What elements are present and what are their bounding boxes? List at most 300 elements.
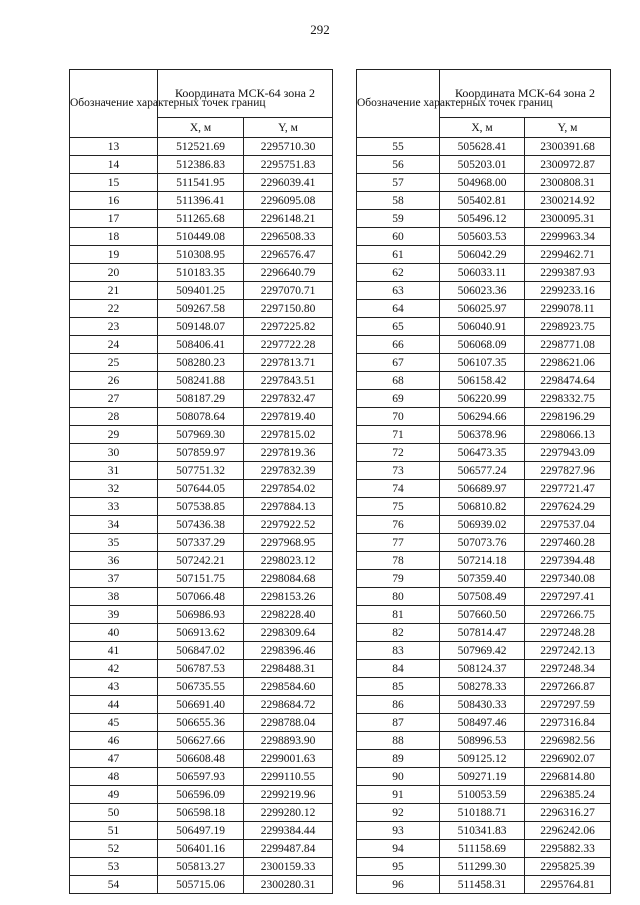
table-row bbox=[70, 300, 333, 318]
x-coordinate-cell: 507508.49 bbox=[440, 588, 525, 606]
y-coordinate-cell: 2297922.52 bbox=[244, 516, 333, 534]
x-coordinate-cell: 506939.02 bbox=[440, 516, 525, 534]
x-column-header: X, м bbox=[158, 118, 244, 138]
table-row bbox=[357, 480, 611, 498]
point-column-header: Обозначение характерных точек границ bbox=[357, 70, 440, 138]
x-coordinate-cell: 507066.48 bbox=[158, 588, 244, 606]
x-coordinate-cell: 505628.41 bbox=[440, 138, 525, 156]
y-coordinate-cell: 2298621.06 bbox=[525, 354, 611, 372]
x-coordinate-cell: 510188.71 bbox=[440, 804, 525, 822]
x-coordinate-cell: 510183.35 bbox=[158, 264, 244, 282]
x-coordinate-cell: 504968.00 bbox=[440, 174, 525, 192]
table-row bbox=[357, 624, 611, 642]
point-number-cell: 70 bbox=[357, 408, 440, 426]
x-coordinate-cell: 505496.12 bbox=[440, 210, 525, 228]
point-number-cell: 72 bbox=[357, 444, 440, 462]
x-coordinate-cell: 506608.48 bbox=[158, 750, 244, 768]
y-coordinate-cell: 2297968.95 bbox=[244, 534, 333, 552]
y-coordinate-cell: 2298474.64 bbox=[525, 372, 611, 390]
point-number-cell: 61 bbox=[357, 246, 440, 264]
x-coordinate-cell: 505402.81 bbox=[440, 192, 525, 210]
y-coordinate-cell: 2296814.80 bbox=[525, 768, 611, 786]
point-number-cell: 66 bbox=[357, 336, 440, 354]
x-coordinate-cell: 508241.88 bbox=[158, 372, 244, 390]
point-number-cell: 55 bbox=[357, 138, 440, 156]
table-row bbox=[70, 678, 333, 696]
table-row bbox=[70, 354, 333, 372]
table-row bbox=[70, 750, 333, 768]
y-coordinate-cell: 2299387.93 bbox=[525, 264, 611, 282]
y-coordinate-cell: 2298153.26 bbox=[244, 588, 333, 606]
x-coordinate-cell: 505203.01 bbox=[440, 156, 525, 174]
point-number-cell: 83 bbox=[357, 642, 440, 660]
y-coordinate-cell: 2299280.12 bbox=[244, 804, 333, 822]
point-number-cell: 89 bbox=[357, 750, 440, 768]
point-number-cell: 84 bbox=[357, 660, 440, 678]
point-number-cell: 21 bbox=[70, 282, 158, 300]
y-coordinate-cell: 2299487.84 bbox=[244, 840, 333, 858]
point-number-cell: 73 bbox=[357, 462, 440, 480]
point-number-cell: 50 bbox=[70, 804, 158, 822]
table-body-right bbox=[357, 138, 611, 894]
y-coordinate-cell: 2297266.87 bbox=[525, 678, 611, 696]
y-coordinate-cell: 2300214.92 bbox=[525, 192, 611, 210]
point-number-cell: 76 bbox=[357, 516, 440, 534]
y-coordinate-cell: 2296095.08 bbox=[244, 192, 333, 210]
table-row bbox=[357, 192, 611, 210]
table-row bbox=[70, 696, 333, 714]
table-row bbox=[357, 426, 611, 444]
table-row bbox=[70, 588, 333, 606]
table-row bbox=[70, 570, 333, 588]
y-coordinate-cell: 2297819.40 bbox=[244, 408, 333, 426]
table-row bbox=[70, 156, 333, 174]
point-number-cell: 46 bbox=[70, 732, 158, 750]
x-coordinate-cell: 506220.99 bbox=[440, 390, 525, 408]
x-column-header: X, м bbox=[440, 118, 525, 138]
y-coordinate-cell: 2297340.08 bbox=[525, 570, 611, 588]
point-number-cell: 25 bbox=[70, 354, 158, 372]
y-coordinate-cell: 2295710.30 bbox=[244, 138, 333, 156]
y-coordinate-cell: 2298332.75 bbox=[525, 390, 611, 408]
y-coordinate-cell: 2300391.68 bbox=[525, 138, 611, 156]
y-coordinate-cell: 2298771.08 bbox=[525, 336, 611, 354]
point-number-cell: 87 bbox=[357, 714, 440, 732]
y-coordinate-cell: 2298488.31 bbox=[244, 660, 333, 678]
point-number-cell: 81 bbox=[357, 606, 440, 624]
y-coordinate-cell: 2297248.28 bbox=[525, 624, 611, 642]
x-coordinate-cell: 509125.12 bbox=[440, 750, 525, 768]
x-coordinate-cell: 506068.09 bbox=[440, 336, 525, 354]
table-row bbox=[70, 786, 333, 804]
point-number-cell: 88 bbox=[357, 732, 440, 750]
x-coordinate-cell: 507436.38 bbox=[158, 516, 244, 534]
table-row bbox=[357, 318, 611, 336]
x-coordinate-cell: 506158.42 bbox=[440, 372, 525, 390]
x-coordinate-cell: 509267.58 bbox=[158, 300, 244, 318]
table-row bbox=[70, 498, 333, 516]
x-coordinate-cell: 506025.97 bbox=[440, 300, 525, 318]
y-coordinate-cell: 2296148.21 bbox=[244, 210, 333, 228]
point-number-cell: 41 bbox=[70, 642, 158, 660]
table-row bbox=[70, 174, 333, 192]
table-row bbox=[357, 570, 611, 588]
x-coordinate-cell: 508124.37 bbox=[440, 660, 525, 678]
x-coordinate-cell: 506577.24 bbox=[440, 462, 525, 480]
x-coordinate-cell: 507359.40 bbox=[440, 570, 525, 588]
point-number-cell: 82 bbox=[357, 624, 440, 642]
y-coordinate-cell: 2297297.59 bbox=[525, 696, 611, 714]
point-number-cell: 16 bbox=[70, 192, 158, 210]
y-coordinate-cell: 2300808.31 bbox=[525, 174, 611, 192]
y-coordinate-cell: 2297248.34 bbox=[525, 660, 611, 678]
y-coordinate-cell: 2297266.75 bbox=[525, 606, 611, 624]
point-number-cell: 95 bbox=[357, 858, 440, 876]
table-row bbox=[357, 282, 611, 300]
x-coordinate-cell: 506689.97 bbox=[440, 480, 525, 498]
point-number-cell: 24 bbox=[70, 336, 158, 354]
x-coordinate-cell: 506040.91 bbox=[440, 318, 525, 336]
point-number-cell: 53 bbox=[70, 858, 158, 876]
x-coordinate-cell: 507859.97 bbox=[158, 444, 244, 462]
y-coordinate-cell: 2299462.71 bbox=[525, 246, 611, 264]
table-row bbox=[70, 660, 333, 678]
x-coordinate-cell: 506023.36 bbox=[440, 282, 525, 300]
point-number-cell: 32 bbox=[70, 480, 158, 498]
table-row bbox=[357, 678, 611, 696]
y-coordinate-cell: 2296316.27 bbox=[525, 804, 611, 822]
table-row bbox=[357, 462, 611, 480]
point-number-cell: 29 bbox=[70, 426, 158, 444]
table-row bbox=[357, 498, 611, 516]
y-coordinate-cell: 2297721.47 bbox=[525, 480, 611, 498]
y-coordinate-cell: 2297722.28 bbox=[244, 336, 333, 354]
x-coordinate-cell: 508996.53 bbox=[440, 732, 525, 750]
table-row bbox=[70, 228, 333, 246]
point-number-cell: 48 bbox=[70, 768, 158, 786]
point-number-cell: 13 bbox=[70, 138, 158, 156]
table-row bbox=[357, 804, 611, 822]
coordinates-table-left bbox=[69, 69, 333, 894]
y-coordinate-cell: 2297394.48 bbox=[525, 552, 611, 570]
point-number-cell: 90 bbox=[357, 768, 440, 786]
table-row bbox=[357, 822, 611, 840]
table-row bbox=[70, 480, 333, 498]
y-coordinate-cell: 2298584.60 bbox=[244, 678, 333, 696]
point-number-cell: 42 bbox=[70, 660, 158, 678]
x-coordinate-cell: 507151.75 bbox=[158, 570, 244, 588]
point-number-cell: 52 bbox=[70, 840, 158, 858]
point-number-cell: 36 bbox=[70, 552, 158, 570]
table-row bbox=[70, 732, 333, 750]
point-number-cell: 69 bbox=[357, 390, 440, 408]
table-row bbox=[357, 354, 611, 372]
y-coordinate-cell: 2295751.83 bbox=[244, 156, 333, 174]
x-coordinate-cell: 505603.53 bbox=[440, 228, 525, 246]
x-coordinate-cell: 511458.31 bbox=[440, 876, 525, 894]
point-number-cell: 91 bbox=[357, 786, 440, 804]
table-row bbox=[70, 858, 333, 876]
point-number-cell: 40 bbox=[70, 624, 158, 642]
table-row bbox=[70, 714, 333, 732]
point-number-cell: 64 bbox=[357, 300, 440, 318]
y-coordinate-cell: 2297832.39 bbox=[244, 462, 333, 480]
table-row bbox=[70, 246, 333, 264]
x-coordinate-cell: 508078.64 bbox=[158, 408, 244, 426]
y-column-header: Y, м bbox=[525, 118, 611, 138]
table-row bbox=[357, 390, 611, 408]
table-row bbox=[357, 246, 611, 264]
y-coordinate-cell: 2298228.40 bbox=[244, 606, 333, 624]
table-row bbox=[70, 840, 333, 858]
point-number-cell: 28 bbox=[70, 408, 158, 426]
y-coordinate-cell: 2297843.51 bbox=[244, 372, 333, 390]
point-number-cell: 78 bbox=[357, 552, 440, 570]
x-coordinate-cell: 507969.30 bbox=[158, 426, 244, 444]
x-coordinate-cell: 507751.32 bbox=[158, 462, 244, 480]
point-number-cell: 51 bbox=[70, 822, 158, 840]
y-coordinate-cell: 2297943.09 bbox=[525, 444, 611, 462]
y-coordinate-cell: 2297537.04 bbox=[525, 516, 611, 534]
x-coordinate-cell: 507660.50 bbox=[440, 606, 525, 624]
point-number-cell: 19 bbox=[70, 246, 158, 264]
x-coordinate-cell: 506986.93 bbox=[158, 606, 244, 624]
y-coordinate-cell: 2297854.02 bbox=[244, 480, 333, 498]
point-number-cell: 60 bbox=[357, 228, 440, 246]
table-row bbox=[70, 444, 333, 462]
y-coordinate-cell: 2297150.80 bbox=[244, 300, 333, 318]
x-coordinate-cell: 512386.83 bbox=[158, 156, 244, 174]
table-row bbox=[357, 552, 611, 570]
point-number-cell: 56 bbox=[357, 156, 440, 174]
table-row bbox=[70, 876, 333, 894]
y-coordinate-cell: 2298084.68 bbox=[244, 570, 333, 588]
y-coordinate-cell: 2295825.39 bbox=[525, 858, 611, 876]
x-coordinate-cell: 507073.76 bbox=[440, 534, 525, 552]
y-coordinate-cell: 2298023.12 bbox=[244, 552, 333, 570]
y-coordinate-cell: 2299078.11 bbox=[525, 300, 611, 318]
y-coordinate-cell: 2296039.41 bbox=[244, 174, 333, 192]
point-number-cell: 92 bbox=[357, 804, 440, 822]
point-number-cell: 14 bbox=[70, 156, 158, 174]
table-row bbox=[70, 372, 333, 390]
point-number-cell: 94 bbox=[357, 840, 440, 858]
table-body-left bbox=[70, 138, 333, 894]
table-row bbox=[357, 660, 611, 678]
point-number-cell: 20 bbox=[70, 264, 158, 282]
x-coordinate-cell: 509271.19 bbox=[440, 768, 525, 786]
y-coordinate-cell: 2295764.81 bbox=[525, 876, 611, 894]
x-coordinate-cell: 507814.47 bbox=[440, 624, 525, 642]
point-number-cell: 33 bbox=[70, 498, 158, 516]
page-number: 292 bbox=[310, 22, 330, 37]
x-coordinate-cell: 508497.46 bbox=[440, 714, 525, 732]
x-coordinate-cell: 507214.18 bbox=[440, 552, 525, 570]
y-coordinate-cell: 2298788.04 bbox=[244, 714, 333, 732]
x-coordinate-cell: 508280.23 bbox=[158, 354, 244, 372]
table-row bbox=[357, 516, 611, 534]
table-row bbox=[70, 642, 333, 660]
table-row bbox=[357, 174, 611, 192]
point-number-cell: 23 bbox=[70, 318, 158, 336]
table-row bbox=[357, 372, 611, 390]
table-row bbox=[70, 534, 333, 552]
table-row bbox=[70, 516, 333, 534]
y-coordinate-cell: 2298309.64 bbox=[244, 624, 333, 642]
x-coordinate-cell: 506847.02 bbox=[158, 642, 244, 660]
point-number-cell: 80 bbox=[357, 588, 440, 606]
point-number-cell: 63 bbox=[357, 282, 440, 300]
y-coordinate-cell: 2299110.55 bbox=[244, 768, 333, 786]
point-number-cell: 58 bbox=[357, 192, 440, 210]
table-row bbox=[70, 624, 333, 642]
point-number-cell: 47 bbox=[70, 750, 158, 768]
table-row bbox=[357, 444, 611, 462]
point-number-cell: 31 bbox=[70, 462, 158, 480]
y-coordinate-cell: 2299963.34 bbox=[525, 228, 611, 246]
x-coordinate-cell: 510053.59 bbox=[440, 786, 525, 804]
y-coordinate-cell: 2296902.07 bbox=[525, 750, 611, 768]
point-number-cell: 15 bbox=[70, 174, 158, 192]
x-coordinate-cell: 509148.07 bbox=[158, 318, 244, 336]
table-row bbox=[357, 786, 611, 804]
point-number-cell: 79 bbox=[357, 570, 440, 588]
point-number-cell: 77 bbox=[357, 534, 440, 552]
table-row bbox=[357, 210, 611, 228]
y-coordinate-cell: 2299219.96 bbox=[244, 786, 333, 804]
y-coordinate-cell: 2295882.33 bbox=[525, 840, 611, 858]
point-number-cell: 37 bbox=[70, 570, 158, 588]
table-row bbox=[70, 336, 333, 354]
table-row bbox=[357, 300, 611, 318]
x-coordinate-cell: 511158.69 bbox=[440, 840, 525, 858]
y-coordinate-cell: 2297832.47 bbox=[244, 390, 333, 408]
y-coordinate-cell: 2298196.29 bbox=[525, 408, 611, 426]
coordinate-group-header: Координата МСК-64 зона 2 bbox=[440, 70, 611, 118]
point-number-cell: 49 bbox=[70, 786, 158, 804]
x-coordinate-cell: 510308.95 bbox=[158, 246, 244, 264]
y-coordinate-cell: 2300972.87 bbox=[525, 156, 611, 174]
table-row bbox=[357, 264, 611, 282]
y-coordinate-cell: 2296640.79 bbox=[244, 264, 333, 282]
x-coordinate-cell: 508406.41 bbox=[158, 336, 244, 354]
table-row bbox=[70, 210, 333, 228]
point-number-cell: 68 bbox=[357, 372, 440, 390]
table-row bbox=[357, 714, 611, 732]
table-row bbox=[357, 876, 611, 894]
table-row bbox=[357, 642, 611, 660]
point-number-cell: 26 bbox=[70, 372, 158, 390]
table-row bbox=[70, 426, 333, 444]
x-coordinate-cell: 506378.96 bbox=[440, 426, 525, 444]
table-row bbox=[357, 588, 611, 606]
y-column-header: Y, м bbox=[244, 118, 333, 138]
table-row bbox=[70, 462, 333, 480]
table-row bbox=[357, 156, 611, 174]
y-coordinate-cell: 2297316.84 bbox=[525, 714, 611, 732]
y-coordinate-cell: 2297242.13 bbox=[525, 642, 611, 660]
y-coordinate-cell: 2300095.31 bbox=[525, 210, 611, 228]
table-row bbox=[70, 282, 333, 300]
table-row bbox=[70, 318, 333, 336]
point-number-cell: 22 bbox=[70, 300, 158, 318]
x-coordinate-cell: 511541.95 bbox=[158, 174, 244, 192]
y-coordinate-cell: 2299001.63 bbox=[244, 750, 333, 768]
point-number-cell: 27 bbox=[70, 390, 158, 408]
x-coordinate-cell: 505715.06 bbox=[158, 876, 244, 894]
y-coordinate-cell: 2297815.02 bbox=[244, 426, 333, 444]
point-number-cell: 34 bbox=[70, 516, 158, 534]
table-row bbox=[357, 606, 611, 624]
y-coordinate-cell: 2296576.47 bbox=[244, 246, 333, 264]
y-coordinate-cell: 2299233.16 bbox=[525, 282, 611, 300]
y-coordinate-cell: 2298923.75 bbox=[525, 318, 611, 336]
point-number-cell: 43 bbox=[70, 678, 158, 696]
point-number-cell: 38 bbox=[70, 588, 158, 606]
x-coordinate-cell: 511396.41 bbox=[158, 192, 244, 210]
point-number-cell: 62 bbox=[357, 264, 440, 282]
table-row bbox=[357, 858, 611, 876]
y-coordinate-cell: 2296242.06 bbox=[525, 822, 611, 840]
point-number-cell: 71 bbox=[357, 426, 440, 444]
table-row bbox=[70, 390, 333, 408]
table-row bbox=[70, 408, 333, 426]
point-number-cell: 44 bbox=[70, 696, 158, 714]
table-row bbox=[70, 192, 333, 210]
x-coordinate-cell: 507337.29 bbox=[158, 534, 244, 552]
x-coordinate-cell: 507242.21 bbox=[158, 552, 244, 570]
x-coordinate-cell: 507538.85 bbox=[158, 498, 244, 516]
x-coordinate-cell: 506033.11 bbox=[440, 264, 525, 282]
y-coordinate-cell: 2298684.72 bbox=[244, 696, 333, 714]
y-coordinate-cell: 2298893.90 bbox=[244, 732, 333, 750]
point-number-cell: 54 bbox=[70, 876, 158, 894]
x-coordinate-cell: 506735.55 bbox=[158, 678, 244, 696]
table-row bbox=[357, 408, 611, 426]
table-row bbox=[357, 732, 611, 750]
table-row bbox=[357, 228, 611, 246]
x-coordinate-cell: 506913.62 bbox=[158, 624, 244, 642]
x-coordinate-cell: 506627.66 bbox=[158, 732, 244, 750]
y-coordinate-cell: 2296385.24 bbox=[525, 786, 611, 804]
table-row bbox=[357, 696, 611, 714]
x-coordinate-cell: 507644.05 bbox=[158, 480, 244, 498]
y-coordinate-cell: 2299384.44 bbox=[244, 822, 333, 840]
y-coordinate-cell: 2297813.71 bbox=[244, 354, 333, 372]
x-coordinate-cell: 508187.29 bbox=[158, 390, 244, 408]
y-coordinate-cell: 2297297.41 bbox=[525, 588, 611, 606]
y-coordinate-cell: 2297624.29 bbox=[525, 498, 611, 516]
y-coordinate-cell: 2300159.33 bbox=[244, 858, 333, 876]
y-coordinate-cell: 2298066.13 bbox=[525, 426, 611, 444]
point-number-cell: 74 bbox=[357, 480, 440, 498]
x-coordinate-cell: 506473.35 bbox=[440, 444, 525, 462]
x-coordinate-cell: 506691.40 bbox=[158, 696, 244, 714]
table-row bbox=[70, 138, 333, 156]
coordinates-table-right bbox=[356, 69, 611, 894]
x-coordinate-cell: 506598.18 bbox=[158, 804, 244, 822]
x-coordinate-cell: 506401.16 bbox=[158, 840, 244, 858]
point-number-cell: 18 bbox=[70, 228, 158, 246]
point-number-cell: 45 bbox=[70, 714, 158, 732]
point-number-cell: 86 bbox=[357, 696, 440, 714]
y-coordinate-cell: 2297070.71 bbox=[244, 282, 333, 300]
y-coordinate-cell: 2297827.96 bbox=[525, 462, 611, 480]
point-number-cell: 75 bbox=[357, 498, 440, 516]
x-coordinate-cell: 508278.33 bbox=[440, 678, 525, 696]
x-coordinate-cell: 509401.25 bbox=[158, 282, 244, 300]
x-coordinate-cell: 506107.35 bbox=[440, 354, 525, 372]
